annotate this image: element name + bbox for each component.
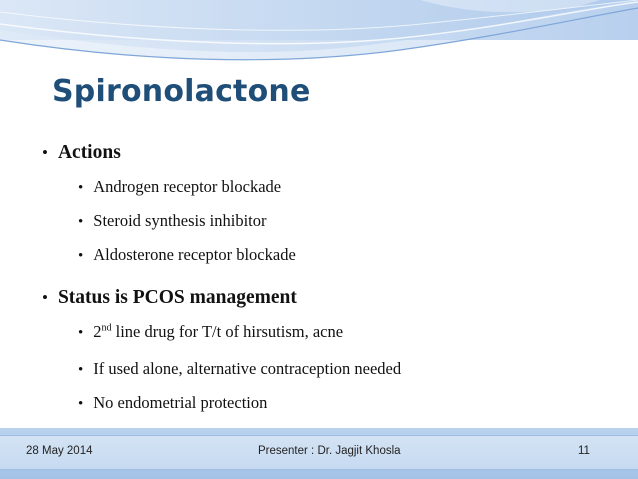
bullet-icon: • [78,214,84,230]
header-wave-banner [0,0,638,68]
list-item [78,211,267,231]
list-item-text: Steroid synthesis inhibitor [93,211,267,230]
bullet-icon: • [78,396,84,412]
footer-date: 28 May 2014 [26,445,93,457]
list-item [78,322,343,342]
section-heading-text: Status is PCOS management [57,287,297,308]
section-heading-status [42,287,297,309]
bullet-icon: • [78,248,84,264]
list-item-text: No endometrial protection [93,393,268,412]
bullet-icon: • [42,143,48,162]
section-heading-actions [42,142,121,164]
list-item-text: Androgen receptor blockade [93,177,282,196]
bullet-icon: • [78,362,84,378]
list-item-text: If used alone, alternative contraception needed [93,359,402,378]
list-item-text: 2nd line drug for T/t of hirsutism, acne [93,322,344,341]
slide-number: 11 [578,445,590,457]
bullet-icon: • [42,288,48,307]
list-item-text: Aldosterone receptor blockade [93,245,296,264]
list-item [78,359,401,379]
slide-title: Spironolactone [52,74,311,109]
slide-footer [0,428,638,479]
bullet-icon: • [78,180,84,196]
list-item [78,245,296,265]
section-heading-text: Actions [57,142,121,163]
bullet-icon: • [78,325,84,341]
footer-presenter: Presenter : Dr. Jagjit Khosla [258,445,401,457]
list-item [78,393,267,413]
list-item [78,177,281,197]
